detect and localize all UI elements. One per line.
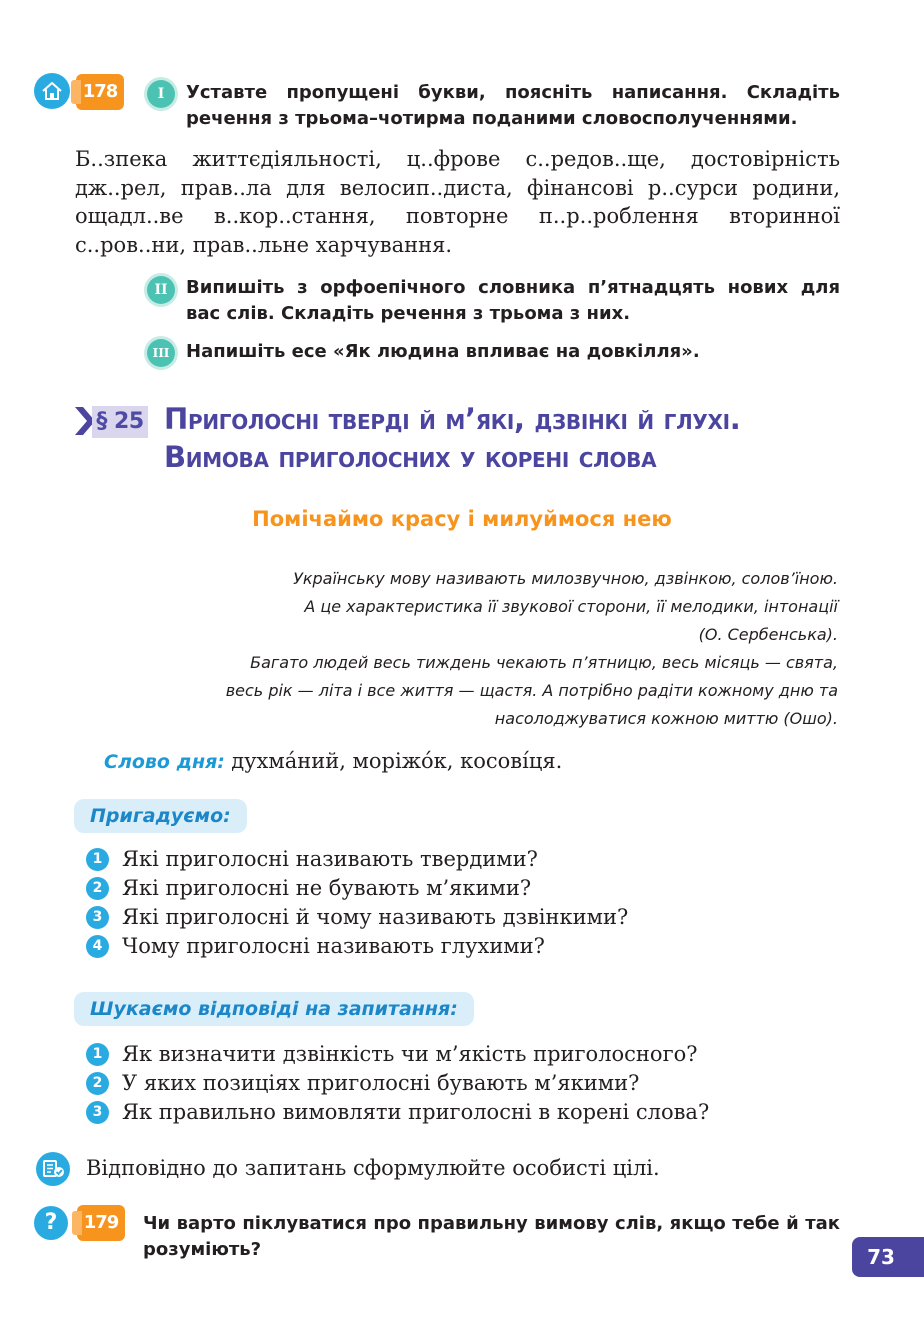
quote-line: А це характеристика її звукової сторони, її мелодики, інтонації — [304, 597, 838, 616]
section-title-line-2: Вимова приголосних у корені слова — [164, 440, 657, 474]
seek-heading: Шукаємо відповіді на запитання: — [74, 992, 474, 1026]
list-number: 3 — [86, 906, 109, 929]
list-item — [86, 845, 846, 874]
level-badge-2: II — [147, 276, 175, 304]
task-text-level-1: Уставте пропущені букви, поясніть написання. Складіть речення з трьома–чотирма поданими словосполученнями. — [186, 82, 840, 129]
list-item — [86, 1098, 846, 1127]
list-number: 2 — [86, 1072, 109, 1095]
list-text: Які приголосні не бувають м’якими? — [122, 876, 532, 900]
exercise-number-badge: 179 — [77, 1205, 125, 1241]
list-text: Як визначити дзвінкість чи м’якість приголосного? — [122, 1042, 698, 1066]
exercise-179-text: Чи варто піклуватися про правильну вимову слів, якщо тебе й так розуміють? — [143, 1213, 840, 1260]
quote-line: весь рік — літа і все життя — щастя. А потрібно радіти кожному дню та — [225, 681, 838, 700]
home-icon — [34, 73, 70, 109]
list-number: 3 — [86, 1101, 109, 1124]
task-text-level-2: Випишіть з орфоепічного словника п’ятнадцять нових для вас слів. Складіть речення з трьома з них. — [186, 277, 840, 324]
quote-line: (О. Сербенська). — [698, 625, 838, 644]
list-text: Які приголосні називають твердими? — [122, 847, 538, 871]
list-item — [86, 1069, 846, 1098]
list-text: У яких позиціях приголосні бувають м’якими? — [122, 1071, 640, 1095]
list-text: Як правильно вимовляти приголосні в корені слова? — [122, 1100, 710, 1124]
list-item — [86, 932, 846, 961]
list-number: 2 — [86, 877, 109, 900]
section-title-line-1: Приголосні тверді й м’які, дзвінкі й глухі. — [164, 402, 741, 436]
section-number: § 25 — [92, 406, 148, 438]
list-item — [86, 1040, 846, 1069]
page-number: 73 — [852, 1237, 924, 1277]
goals-text: Відповідно до запитань сформулюйте особисті цілі. — [86, 1156, 660, 1180]
word-of-day-value: духмáний, моріжóк, косовíця. — [231, 749, 563, 773]
quote-line: насолоджуватися кожною миттю (Ошо). — [494, 709, 838, 728]
question-icon: ? — [34, 1206, 68, 1240]
word-of-day — [104, 749, 562, 773]
level-badge-3: III — [147, 339, 175, 367]
recall-heading: Пригадуємо: — [74, 799, 247, 833]
exercise-number-badge: 178 — [76, 74, 124, 110]
quote-line: Українську мову називають милозвучною, дзвінкою, солов’їною. — [293, 569, 838, 588]
level-badge-1: I — [147, 80, 175, 108]
list-number: 1 — [86, 848, 109, 871]
quote-line: Багато людей весь тиждень чекають п’ятницю, весь місяць — свята, — [250, 653, 838, 672]
list-item — [86, 874, 846, 903]
list-text: Які приголосні й чому називають дзвінкими? — [122, 905, 629, 929]
list-item — [86, 903, 846, 932]
task-text-level-3: Напишіть есе «Як людина впливає на довкілля». — [186, 341, 700, 362]
exercise-phrases: Б..зпека життєдіяльності, ц..фрове с..редов..ще, достовірність дж..рел, прав..ла для велосип..диста, фінансові р..сурси родини, ощадл..ве в..кор..стання, повторне п..р..роблення вторинної с..ров..ни, прав..льне харчування. — [75, 147, 840, 257]
section-title — [164, 400, 854, 476]
list-text: Чому приголосні називають глухими? — [122, 934, 545, 958]
subheading: Помічаймо красу і милуймося нею — [252, 507, 672, 531]
list-number: 1 — [86, 1043, 109, 1066]
word-of-day-label: Слово дня: — [104, 751, 225, 773]
goals-icon — [36, 1152, 70, 1186]
list-number: 4 — [86, 935, 109, 958]
